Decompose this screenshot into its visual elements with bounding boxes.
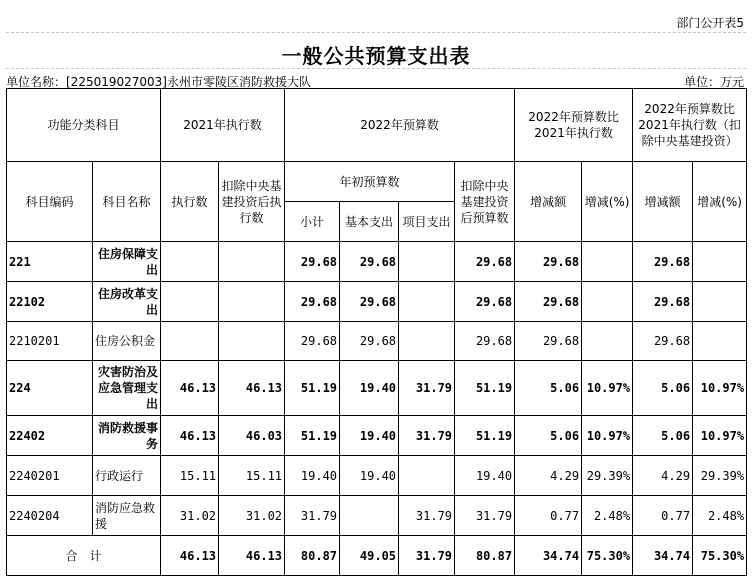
total-label: 合 计 [7, 536, 161, 576]
cell-diff1: 29.68 [515, 242, 582, 282]
cell-budget-excl: 51.19 [455, 361, 515, 416]
table-body [7, 89, 747, 576]
cell-pct2 [693, 242, 747, 282]
cell-pct2: 2.48% [693, 496, 747, 536]
cell-project [399, 242, 455, 282]
cell-pct1 [582, 242, 633, 282]
cell-diff1: 0.77 [515, 496, 582, 536]
cell-name: 消防救援事务 [93, 416, 161, 456]
cell-project [399, 456, 455, 496]
header-func-class: 功能分类科目 [7, 89, 161, 162]
total-diff1: 34.74 [515, 536, 582, 576]
table-row [7, 496, 747, 536]
cell-pct1: 10.97% [582, 361, 633, 416]
cell-name: 住房保障支出 [93, 242, 161, 282]
cell-project: 31.79 [399, 416, 455, 456]
cell-code: 22102 [7, 282, 93, 322]
cell-subtotal: 29.68 [285, 242, 340, 282]
cell-exec-excl [219, 282, 285, 322]
header-exec: 执行数 [161, 162, 219, 242]
cell-exec: 46.13 [161, 361, 219, 416]
cell-pct1 [582, 322, 633, 361]
cell-budget-excl: 29.68 [455, 242, 515, 282]
cell-diff2: 5.06 [633, 416, 693, 456]
cell-basic: 29.68 [340, 322, 399, 361]
cell-exec-excl: 31.02 [219, 496, 285, 536]
cell-exec-excl: 46.13 [219, 361, 285, 416]
total-exec-excl: 46.13 [219, 536, 285, 576]
cell-basic: 19.40 [340, 361, 399, 416]
budget-table [6, 88, 747, 576]
cell-project: 31.79 [399, 496, 455, 536]
cell-diff2: 29.68 [633, 322, 693, 361]
cell-subtotal: 19.40 [285, 456, 340, 496]
header-pct2: 增减(%) [693, 162, 747, 242]
cell-budget-excl: 19.40 [455, 456, 515, 496]
header-budget-excl: 扣除中央基建投资后预算数 [455, 162, 515, 242]
total-basic: 49.05 [340, 536, 399, 576]
cell-subtotal: 29.68 [285, 322, 340, 361]
header-cmp-exec-excl: 2022年预算数比2021年执行数（扣除中央基建投资） [633, 89, 747, 162]
cell-diff2: 29.68 [633, 242, 693, 282]
cell-diff2: 4.29 [633, 456, 693, 496]
cell-exec-excl: 46.03 [219, 416, 285, 456]
header-basic: 基本支出 [340, 202, 399, 242]
cell-pct1: 10.97% [582, 416, 633, 456]
cell-basic: 19.40 [340, 416, 399, 456]
header-subtotal: 小计 [285, 202, 340, 242]
cell-exec [161, 322, 219, 361]
header-exec-excl: 扣除中央基建投资后执行数 [219, 162, 285, 242]
cell-diff1: 29.68 [515, 322, 582, 361]
cell-code: 2210201 [7, 322, 93, 361]
unit-name: 单位名称：[225019027003]永州市零陵区消防救援大队 [6, 75, 311, 89]
page-title: 一般公共预算支出表 [281, 44, 471, 68]
divider [6, 68, 746, 69]
total-pct1: 75.30% [582, 536, 633, 576]
cell-pct2 [693, 322, 747, 361]
total-row [7, 536, 747, 576]
header-initial: 年初预算数 [285, 162, 455, 202]
cell-exec: 15.11 [161, 456, 219, 496]
cell-pct2: 10.97% [693, 361, 747, 416]
cell-budget-excl: 31.79 [455, 496, 515, 536]
table-row [7, 416, 747, 456]
cell-diff1: 29.68 [515, 282, 582, 322]
cell-project [399, 322, 455, 361]
header-name: 科目名称 [93, 162, 161, 242]
cell-pct2: 10.97% [693, 416, 747, 456]
cell-code: 224 [7, 361, 93, 416]
cell-exec-excl [219, 242, 285, 282]
cell-diff2: 0.77 [633, 496, 693, 536]
cell-name: 行政运行 [93, 456, 161, 496]
header-row [7, 89, 747, 162]
cell-subtotal: 29.68 [285, 282, 340, 322]
cell-exec: 31.02 [161, 496, 219, 536]
cell-code: 22402 [7, 416, 93, 456]
cell-diff2: 29.68 [633, 282, 693, 322]
cell-exec-excl [219, 322, 285, 361]
unit-label: 单位：万元 [683, 75, 744, 89]
header-project: 项目支出 [399, 202, 455, 242]
cell-pct1: 29.39% [582, 456, 633, 496]
total-pct2: 75.30% [693, 536, 747, 576]
cell-exec: 46.13 [161, 416, 219, 456]
cell-code: 221 [7, 242, 93, 282]
cell-name: 灾害防治及应急管理支出 [93, 361, 161, 416]
cell-diff1: 5.06 [515, 361, 582, 416]
cell-pct2 [693, 282, 747, 322]
cell-code: 2240204 [7, 496, 93, 536]
cell-subtotal: 51.19 [285, 361, 340, 416]
cell-name: 住房公积金 [93, 322, 161, 361]
total-exec: 46.13 [161, 536, 219, 576]
cell-project: 31.79 [399, 361, 455, 416]
form-number: 部门公开表5 [676, 16, 744, 30]
cell-basic: 19.40 [340, 456, 399, 496]
total-budget-excl: 80.87 [455, 536, 515, 576]
cell-budget-excl: 29.68 [455, 282, 515, 322]
header-row [7, 162, 747, 202]
cell-subtotal: 51.19 [285, 416, 340, 456]
table-row [7, 322, 747, 361]
cell-pct2: 29.39% [693, 456, 747, 496]
cell-exec [161, 242, 219, 282]
cell-name: 住房改革支出 [93, 282, 161, 322]
cell-basic: 29.68 [340, 242, 399, 282]
header-diff2: 增减额 [633, 162, 693, 242]
header-budget-2022: 2022年预算数 [285, 89, 515, 162]
total-project: 31.79 [399, 536, 455, 576]
cell-project [399, 282, 455, 322]
cell-name: 消防应急救援 [93, 496, 161, 536]
cell-exec-excl: 15.11 [219, 456, 285, 496]
cell-code: 2240201 [7, 456, 93, 496]
total-subtotal: 80.87 [285, 536, 340, 576]
table-row [7, 282, 747, 322]
header-code: 科目编码 [7, 162, 93, 242]
cell-budget-excl: 51.19 [455, 416, 515, 456]
table-row [7, 242, 747, 282]
cell-diff1: 5.06 [515, 416, 582, 456]
cell-basic [340, 496, 399, 536]
cell-pct1 [582, 282, 633, 322]
cell-pct1: 2.48% [582, 496, 633, 536]
table-row [7, 456, 747, 496]
table-row [7, 361, 747, 416]
cell-basic: 29.68 [340, 282, 399, 322]
cell-diff1: 4.29 [515, 456, 582, 496]
header-diff1: 增减额 [515, 162, 582, 242]
header-pct1: 增减(%) [582, 162, 633, 242]
cell-budget-excl: 29.68 [455, 322, 515, 361]
cell-exec [161, 282, 219, 322]
header-cmp-exec: 2022年预算数比2021年执行数 [515, 89, 633, 162]
header-exec-2021: 2021年执行数 [161, 89, 285, 162]
cell-subtotal: 31.79 [285, 496, 340, 536]
divider [6, 32, 746, 33]
total-diff2: 34.74 [633, 536, 693, 576]
cell-diff2: 5.06 [633, 361, 693, 416]
